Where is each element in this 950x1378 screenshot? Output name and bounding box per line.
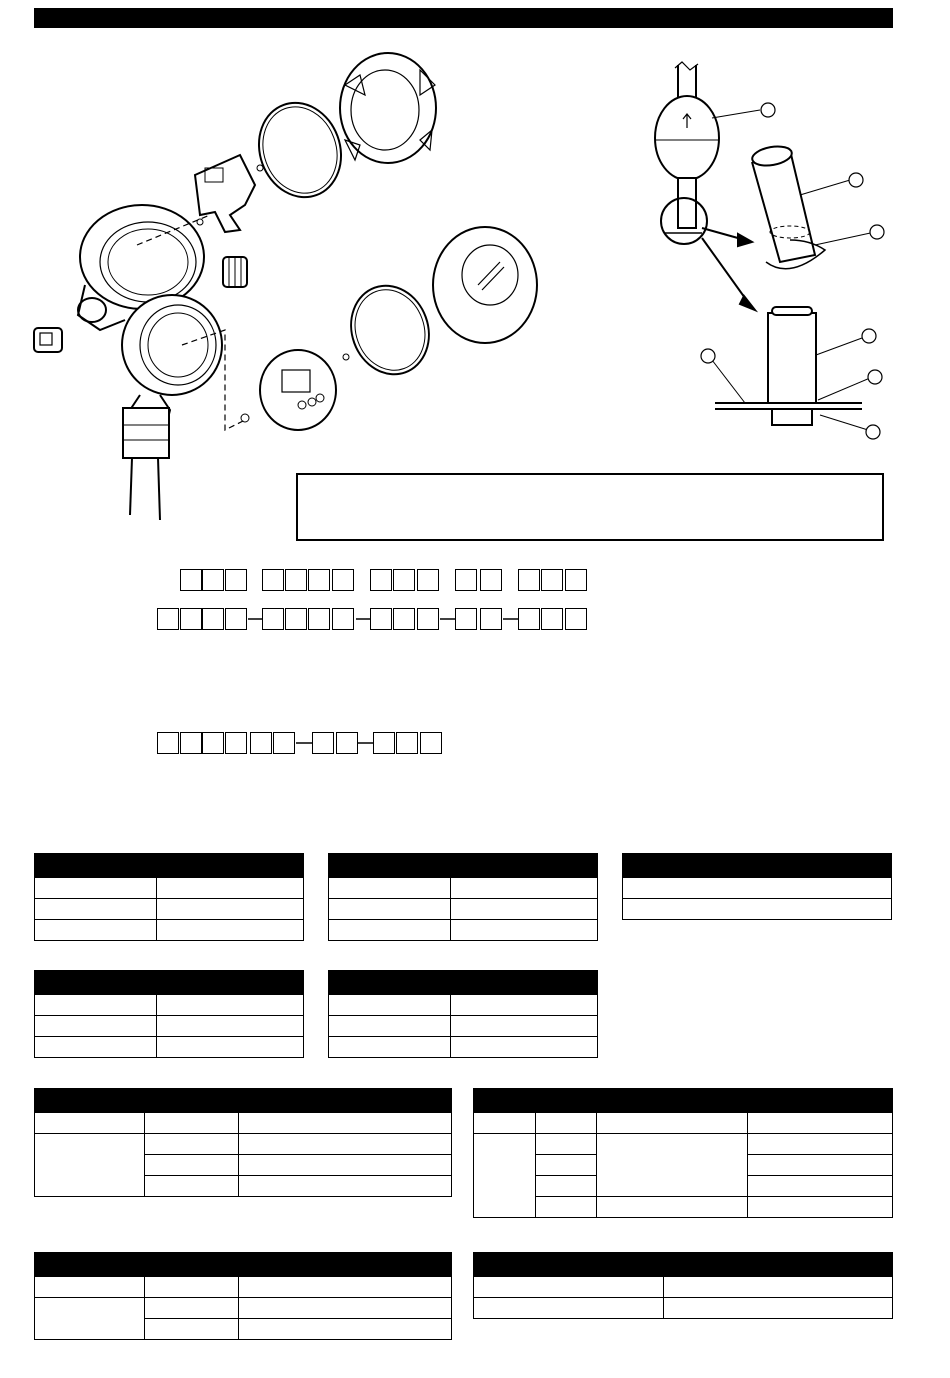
table-title (474, 1253, 893, 1277)
code-cell (180, 569, 202, 591)
table-cell (35, 1037, 157, 1058)
code-cell (541, 569, 563, 591)
table-cell (536, 1134, 597, 1155)
table-cell (35, 920, 157, 941)
table-cell (748, 1197, 893, 1218)
table-row (35, 878, 304, 899)
o-ring-upper (246, 91, 354, 209)
table-cell (748, 1176, 893, 1197)
table-8 (34, 1252, 452, 1340)
table-group-cell (35, 1134, 145, 1197)
table-row (35, 899, 304, 920)
code-cell (332, 608, 354, 630)
stem-fitting (123, 408, 169, 458)
table-cell (664, 1277, 893, 1298)
table-cell (451, 995, 598, 1016)
code-cell (225, 608, 247, 630)
table-cell (329, 1016, 451, 1037)
table-cell (157, 1037, 304, 1058)
code-cell (455, 569, 477, 591)
table-row (623, 899, 892, 920)
table-row (623, 878, 892, 899)
table-cell (239, 1176, 452, 1197)
code-cell (262, 569, 284, 591)
callout-3 (870, 225, 884, 239)
terminal-board (195, 155, 255, 232)
table-cell (748, 1155, 893, 1176)
float-ball (655, 96, 719, 180)
table-cell (451, 920, 598, 941)
table-title (623, 854, 892, 878)
display-module (260, 350, 336, 430)
code-cell (396, 732, 418, 754)
table-group-cell (35, 1298, 145, 1340)
table-cell (157, 899, 304, 920)
code-cell (373, 732, 395, 754)
table-title (35, 971, 304, 995)
code-cell (250, 732, 272, 754)
table-cell (35, 1016, 157, 1037)
column-header (239, 1113, 452, 1134)
table-4 (34, 970, 304, 1058)
table-cell (451, 878, 598, 899)
callout-6 (866, 425, 880, 439)
column-header (536, 1113, 597, 1134)
table-cell (145, 1155, 239, 1176)
float-cylinder (752, 150, 815, 262)
code-cell (565, 569, 587, 591)
cover-lower (433, 227, 537, 343)
table-cell (35, 878, 157, 899)
table-cell (157, 878, 304, 899)
table-title (35, 1253, 452, 1277)
callout-2 (849, 173, 863, 187)
table-1 (34, 853, 304, 941)
table-row (35, 1037, 304, 1058)
code-cell (202, 732, 224, 754)
table-title (35, 854, 304, 878)
code-cell (202, 608, 224, 630)
code-cell (285, 569, 307, 591)
table-cell (329, 995, 451, 1016)
table-cell (239, 1134, 452, 1155)
table-header-row (35, 1113, 452, 1134)
note-box (296, 473, 884, 541)
code-cell (262, 608, 284, 630)
table-row (35, 1134, 452, 1155)
table-cell (35, 995, 157, 1016)
table-cell (536, 1155, 597, 1176)
table-row (329, 1016, 598, 1037)
table-title (329, 971, 598, 995)
table-5 (328, 970, 598, 1058)
float-assembly (655, 62, 875, 430)
table-cell (157, 995, 304, 1016)
table-title (329, 854, 598, 878)
code-cell (312, 732, 334, 754)
table-cell (35, 899, 157, 920)
table-title (35, 1089, 452, 1113)
table-3 (622, 853, 892, 920)
callout-4 (862, 329, 876, 343)
code-cell (157, 732, 179, 754)
table-header-row (474, 1113, 893, 1134)
code-cell (285, 608, 307, 630)
table-cell (748, 1134, 893, 1155)
housing-lower-bore (122, 295, 222, 395)
table-row (35, 995, 304, 1016)
code-cell (180, 608, 202, 630)
code-cell (518, 608, 540, 630)
table-cell (451, 1016, 598, 1037)
code-cell (273, 732, 295, 754)
table-header-row (35, 1277, 452, 1298)
code-cell (308, 569, 330, 591)
callout-1 (761, 103, 775, 117)
table-title (474, 1089, 893, 1113)
table-row (329, 899, 598, 920)
table-cell (474, 1298, 664, 1319)
pipe-plug (34, 328, 62, 352)
table-cell (145, 1298, 239, 1319)
code-cell (370, 608, 392, 630)
code-cell (393, 569, 415, 591)
table-cell (664, 1298, 893, 1319)
code-cell (420, 732, 442, 754)
column-header (239, 1277, 452, 1298)
stem-sleeve (768, 313, 816, 403)
table-row (474, 1197, 893, 1218)
code-cell (225, 569, 247, 591)
code-cell (332, 569, 354, 591)
table-cell (474, 1277, 664, 1298)
table-7 (473, 1088, 893, 1218)
table-cell (157, 1016, 304, 1037)
table-cell (451, 1037, 598, 1058)
table-6 (34, 1088, 452, 1197)
code-cell (308, 608, 330, 630)
table-row (329, 878, 598, 899)
o-ring-lower (339, 275, 441, 386)
table-9 (473, 1252, 893, 1319)
table-cell (329, 920, 451, 941)
code-cell (336, 732, 358, 754)
table-row (329, 1037, 598, 1058)
table-row (474, 1298, 893, 1319)
code-cell (417, 569, 439, 591)
code-cell (455, 608, 477, 630)
code-cell (393, 608, 415, 630)
code-cell (225, 732, 247, 754)
column-header (35, 1113, 145, 1134)
table-cell (239, 1298, 452, 1319)
table-row (329, 920, 598, 941)
table-2 (328, 853, 598, 941)
table-group-cell (474, 1134, 536, 1218)
table-row (35, 1016, 304, 1037)
column-header (597, 1113, 748, 1134)
table-cell (157, 920, 304, 941)
column-header (145, 1277, 239, 1298)
table-cell (451, 899, 598, 920)
table-cell (329, 878, 451, 899)
callout-7 (701, 349, 715, 363)
table-cell (536, 1197, 597, 1218)
column-header (35, 1277, 145, 1298)
code-cell (480, 569, 502, 591)
callout-5 (868, 370, 882, 384)
code-cell (180, 732, 202, 754)
table-cell (536, 1176, 597, 1197)
table-cell (239, 1319, 452, 1340)
table-row (35, 920, 304, 941)
table-row (329, 995, 598, 1016)
code-cell (157, 608, 179, 630)
table-row (35, 1298, 452, 1319)
code-cell (480, 608, 502, 630)
cover-upper (340, 53, 436, 163)
table-cell (145, 1319, 239, 1340)
table-row (474, 1277, 893, 1298)
table-cell (597, 1134, 748, 1197)
table-cell (145, 1176, 239, 1197)
table-cell (329, 1037, 451, 1058)
table-cell (597, 1197, 748, 1218)
table-cell (623, 878, 892, 899)
table-cell (239, 1155, 452, 1176)
table-cell (145, 1134, 239, 1155)
threaded-nipple (223, 257, 247, 287)
table-cell (623, 899, 892, 920)
code-cell (417, 608, 439, 630)
table-row (474, 1134, 893, 1155)
code-cell (541, 608, 563, 630)
column-header (145, 1113, 239, 1134)
code-cell (202, 569, 224, 591)
code-cell (518, 569, 540, 591)
column-header (474, 1113, 536, 1134)
table-cell (329, 899, 451, 920)
code-cell (565, 608, 587, 630)
column-header (748, 1113, 893, 1134)
code-cell (370, 569, 392, 591)
housing-upper-bore (80, 205, 204, 309)
